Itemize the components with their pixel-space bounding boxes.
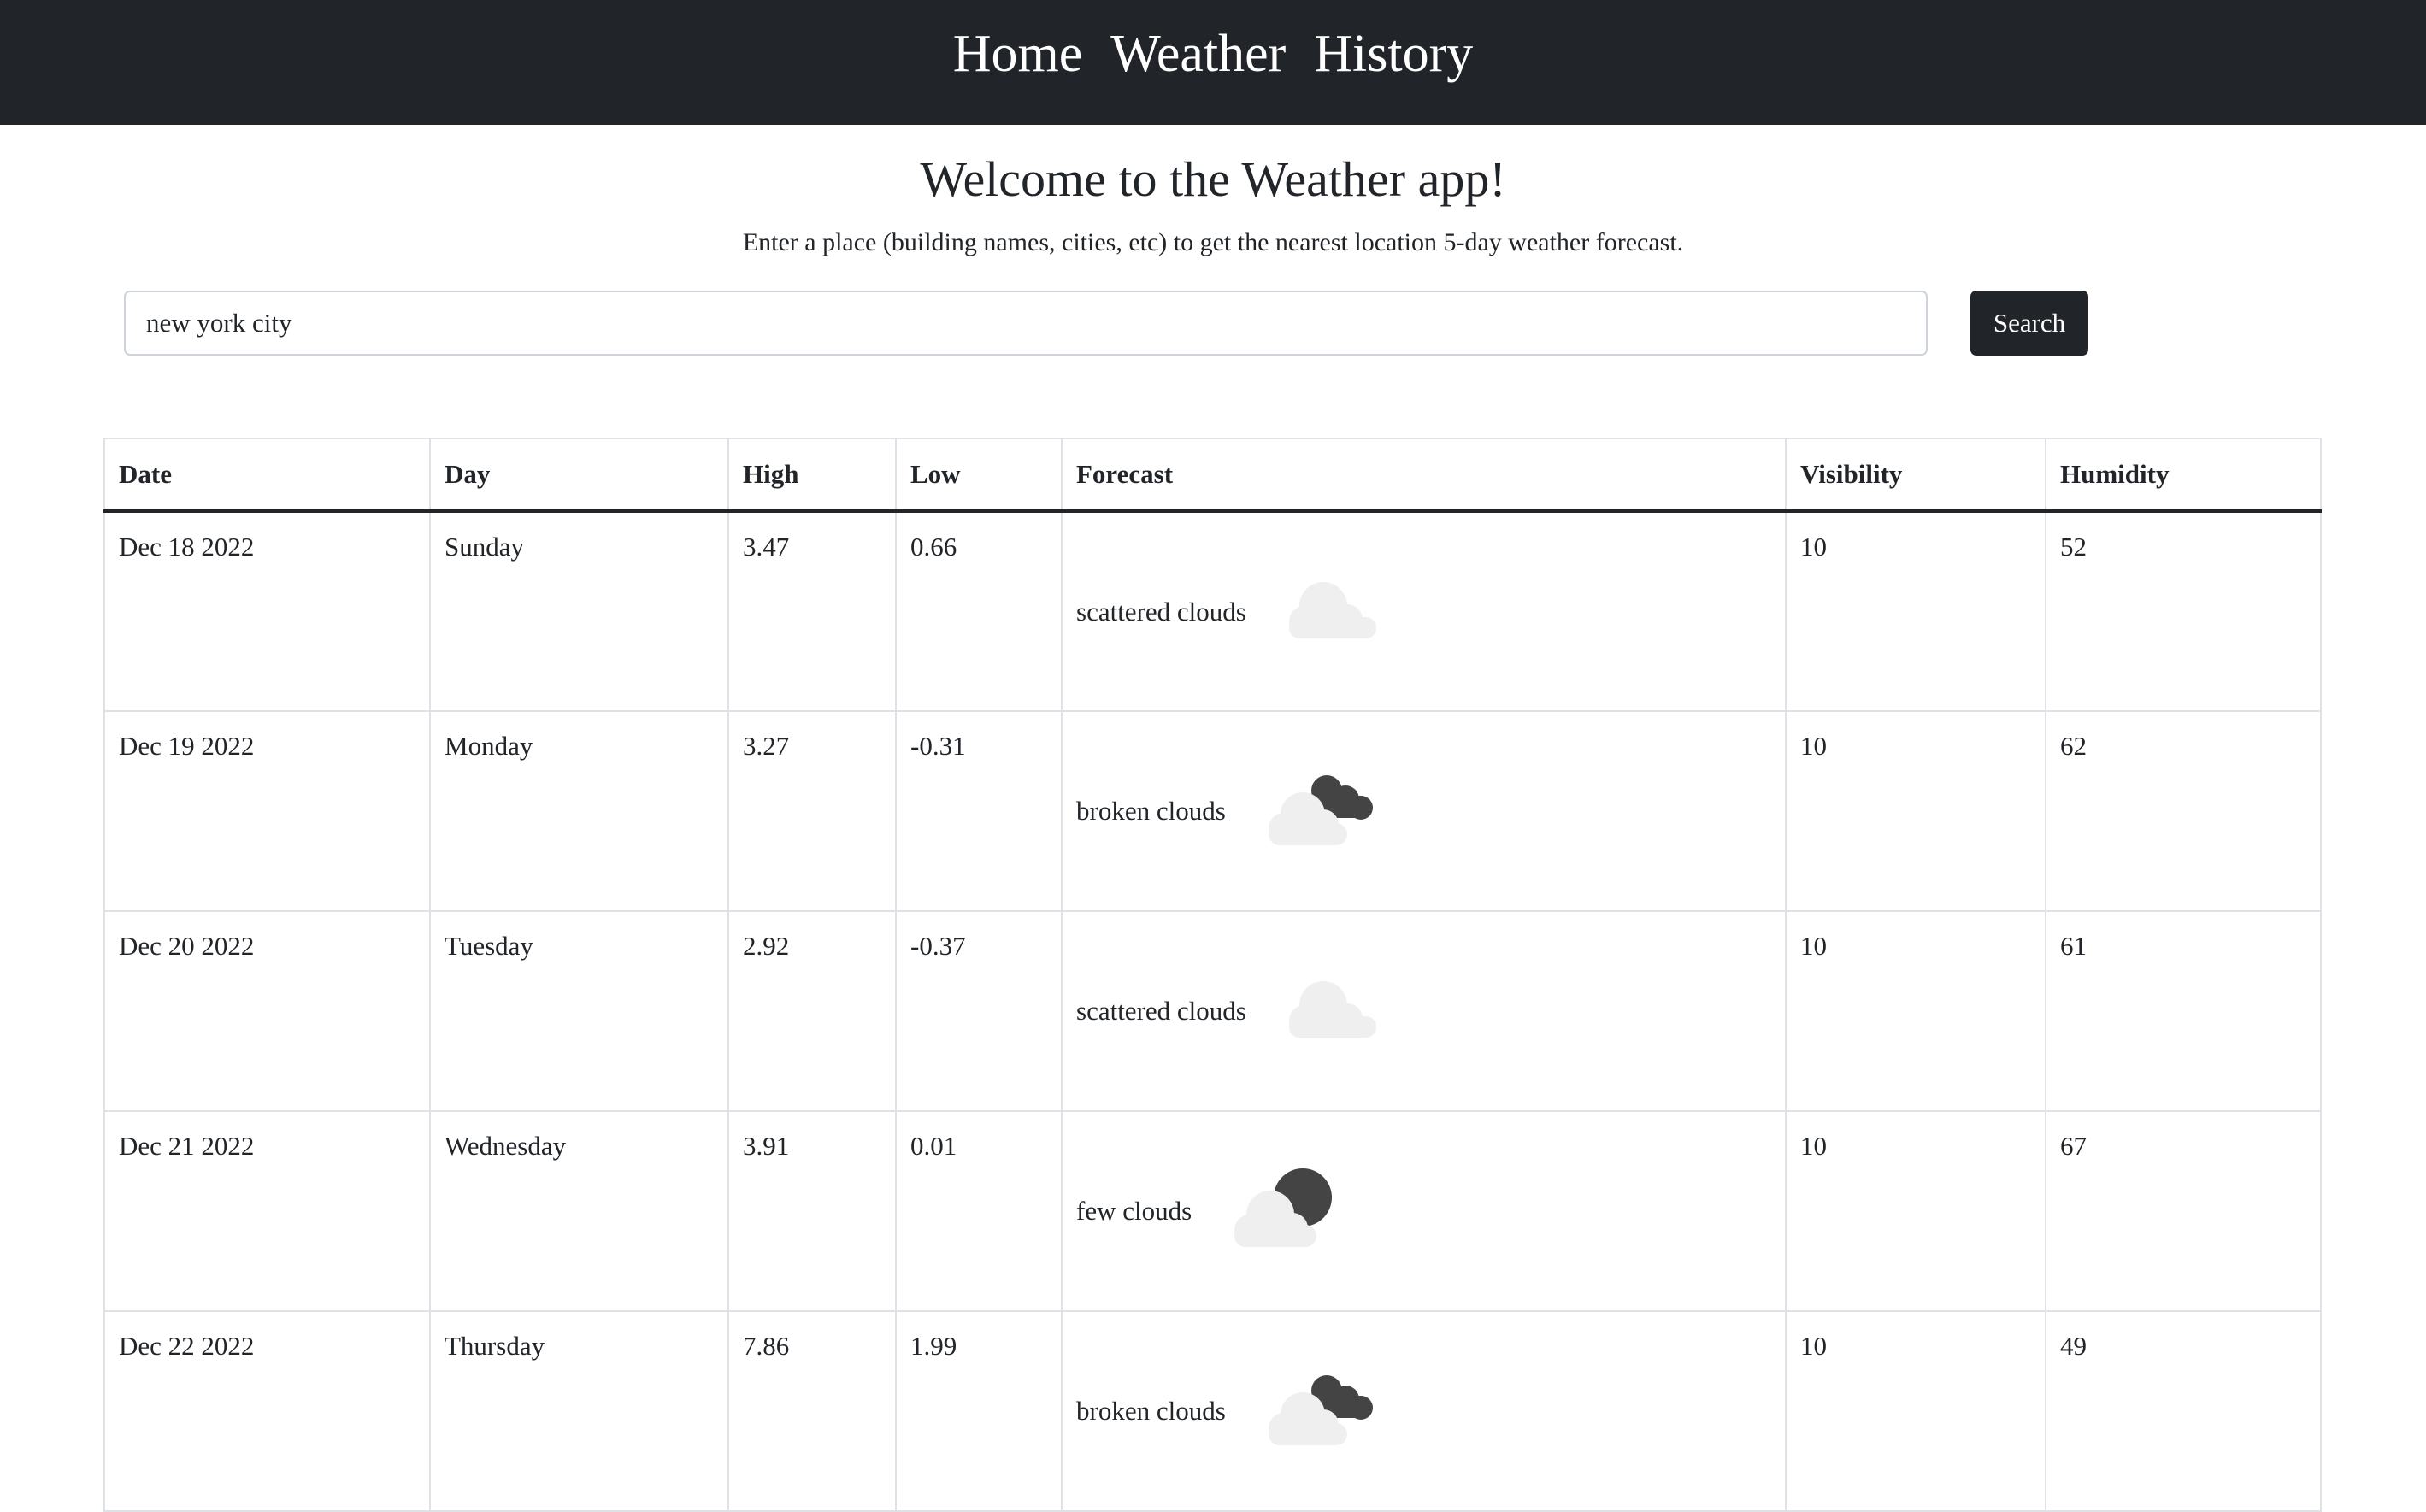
cell-high: 2.92 xyxy=(728,911,896,1111)
header-high: High xyxy=(728,438,896,511)
forecast-label: few clouds xyxy=(1076,1196,1192,1226)
cell-visibility: 10 xyxy=(1786,1311,2046,1511)
cell-day: Monday xyxy=(430,711,728,911)
cell-day: Tuesday xyxy=(430,911,728,1111)
top-navbar xyxy=(0,0,2426,125)
cell-humidity: 52 xyxy=(2046,511,2321,711)
header-low: Low xyxy=(896,438,1062,511)
cell-date: Dec 18 2022 xyxy=(104,511,430,711)
search-button[interactable]: Search xyxy=(1970,291,2088,356)
table-row xyxy=(104,511,2321,711)
forecast-content xyxy=(1076,1365,1771,1457)
forecast-table xyxy=(103,438,2322,1512)
cell-low: 1.99 xyxy=(896,1311,1062,1511)
header-day: Day xyxy=(430,438,728,511)
cell-humidity: 61 xyxy=(2046,911,2321,1111)
cell-high: 3.27 xyxy=(728,711,896,911)
cell-day: Wednesday xyxy=(430,1111,728,1311)
cell-forecast xyxy=(1062,711,1786,911)
cell-visibility: 10 xyxy=(1786,1111,2046,1311)
table-row xyxy=(104,911,2321,1111)
table-row xyxy=(104,711,2321,911)
cell-visibility: 10 xyxy=(1786,911,2046,1111)
cell-humidity: 67 xyxy=(2046,1111,2321,1311)
forecast-content xyxy=(1076,765,1771,857)
broken-clouds-icon xyxy=(1251,1365,1380,1457)
cell-visibility: 10 xyxy=(1786,711,2046,911)
search-input[interactable] xyxy=(124,291,1928,356)
cell-date: Dec 20 2022 xyxy=(104,911,430,1111)
forecast-label: scattered clouds xyxy=(1076,596,1246,627)
nav-history-link[interactable]: History xyxy=(1314,25,1474,83)
cell-forecast xyxy=(1062,1311,1786,1511)
forecast-content xyxy=(1076,969,1771,1053)
cell-forecast xyxy=(1062,911,1786,1111)
broken-clouds-icon xyxy=(1251,765,1380,857)
page-subtitle: Enter a place (building names, cities, etc) to get the nearest location 5-day weather forecast. xyxy=(742,228,1684,256)
cell-forecast xyxy=(1062,511,1786,711)
table-header-row xyxy=(104,438,2321,511)
page-title: Welcome to the Weather app! xyxy=(920,151,1506,207)
cell-visibility: 10 xyxy=(1786,511,2046,711)
few-clouds-icon xyxy=(1217,1165,1345,1257)
forecast-label: scattered clouds xyxy=(1076,996,1246,1026)
forecast-label: broken clouds xyxy=(1076,796,1226,826)
cell-day: Sunday xyxy=(430,511,728,711)
nav-weather-link[interactable]: Weather xyxy=(1110,25,1287,83)
cell-day: Thursday xyxy=(430,1311,728,1511)
cell-high: 3.91 xyxy=(728,1111,896,1311)
cell-low: 0.01 xyxy=(896,1111,1062,1311)
header-date: Date xyxy=(104,438,430,511)
table-row xyxy=(104,1111,2321,1311)
table-row xyxy=(104,1311,2321,1511)
cell-humidity: 62 xyxy=(2046,711,2321,911)
cell-high: 3.47 xyxy=(728,511,896,711)
scattered-clouds-icon xyxy=(1272,969,1383,1053)
cell-low: -0.37 xyxy=(896,911,1062,1111)
header-visibility: Visibility xyxy=(1786,438,2046,511)
cell-humidity: 49 xyxy=(2046,1311,2321,1511)
nav-home-link[interactable]: Home xyxy=(952,25,1083,83)
cell-date: Dec 22 2022 xyxy=(104,1311,430,1511)
forecast-content xyxy=(1076,1165,1771,1257)
cell-date: Dec 19 2022 xyxy=(104,711,430,911)
forecast-label: broken clouds xyxy=(1076,1396,1226,1426)
cell-date: Dec 21 2022 xyxy=(104,1111,430,1311)
cell-high: 7.86 xyxy=(728,1311,896,1511)
header-humidity: Humidity xyxy=(2046,438,2321,511)
cell-low: 0.66 xyxy=(896,511,1062,711)
cell-low: -0.31 xyxy=(896,711,1062,911)
forecast-content xyxy=(1076,570,1771,654)
header-forecast: Forecast xyxy=(1062,438,1786,511)
cell-forecast xyxy=(1062,1111,1786,1311)
scattered-clouds-icon xyxy=(1272,570,1383,654)
